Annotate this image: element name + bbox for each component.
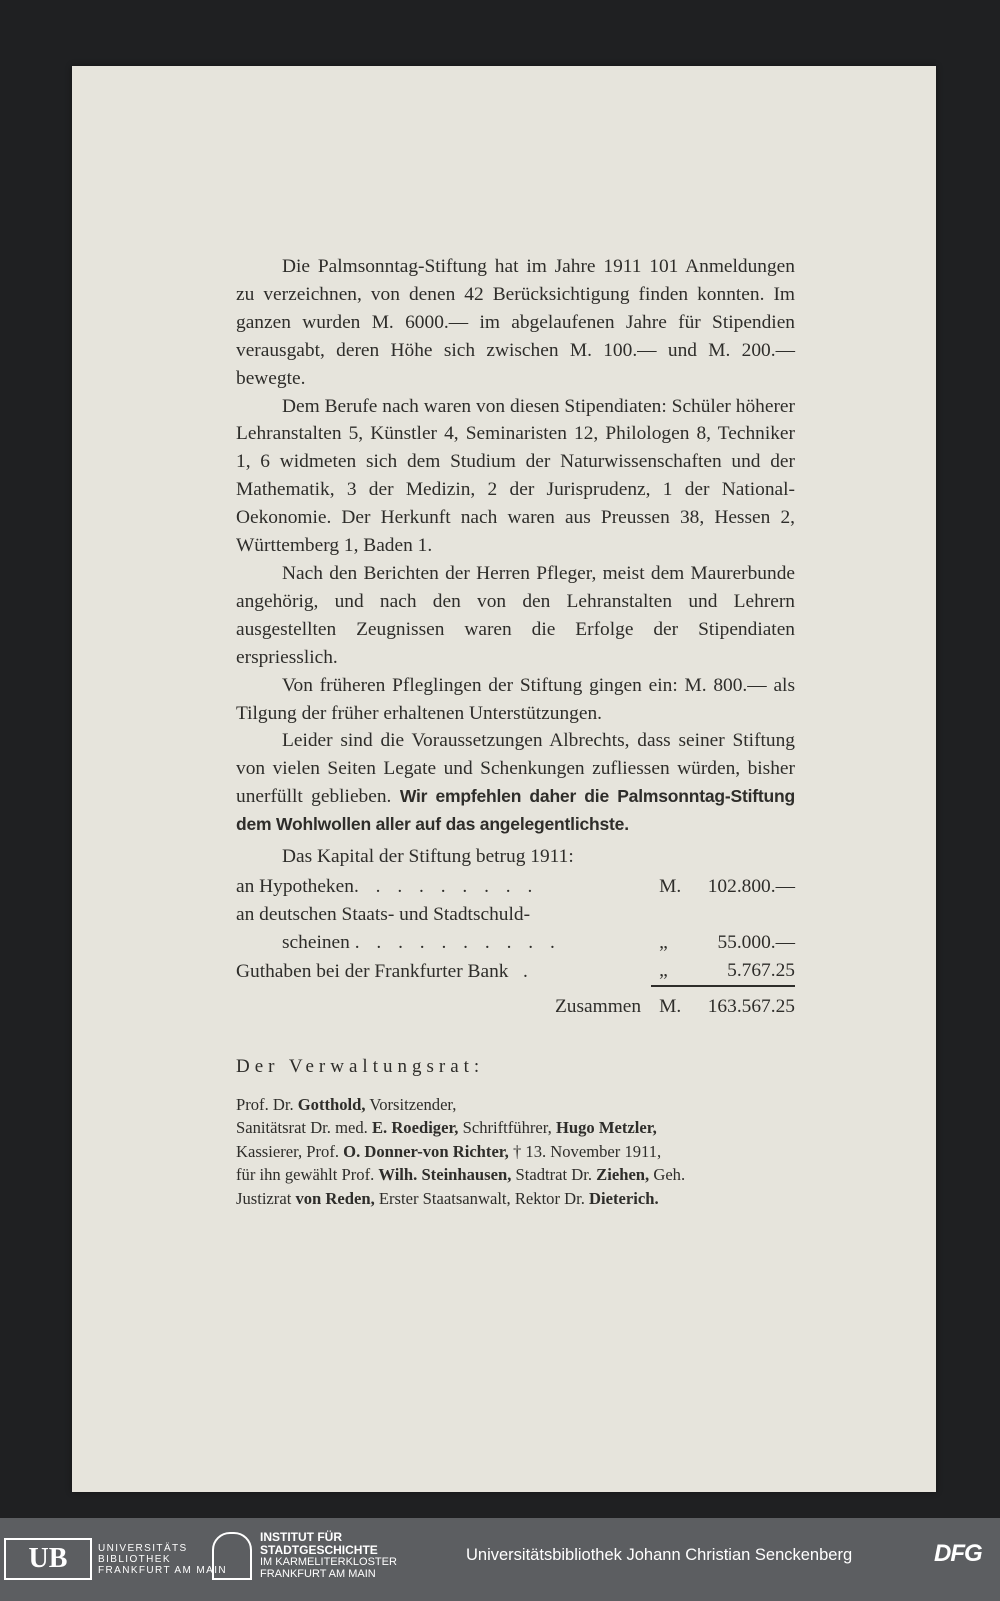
board-text: für ihn gewählt Prof. xyxy=(236,1165,379,1185)
currency-cell: „ xyxy=(659,960,668,982)
capital-title: Das Kapital der Stiftung betrug 1911: xyxy=(282,846,574,868)
row-label: an Hypotheken xyxy=(236,876,354,898)
amount-cell: 55.000.— xyxy=(717,932,795,954)
paragraph-professions: Dem Berufe nach waren von diesen Stipendiaten: Schüler höherer Lehranstalten 5, Künstler 4, Seminaristen 12, Philologen 8, Techniker 1, 6 widmeten sich dem Studium der Naturwissenschaften und der Mathematik, 3 der Medizin, 2 der Jurisprudenz, 1 der National-Oekonomie. Der Herkunft nach waren aus Preussen 38, Hessen 2, Württemberg 1, Baden 1. xyxy=(236,395,795,557)
ub-line: FRANKFURT AM MAIN xyxy=(98,1564,227,1576)
board-heading: Der Verwaltungsrat: xyxy=(236,1055,485,1077)
board-text: † 13. November 1911, xyxy=(508,1141,662,1161)
board-name: Ziehen, xyxy=(596,1165,650,1185)
row-label: scheinen xyxy=(282,932,350,954)
board-text: Erster Staatsanwalt, Rektor Dr. xyxy=(374,1188,590,1208)
board-text: Stadtrat Dr. xyxy=(511,1165,597,1185)
appeal-plain-text: Leider sind die Voraussetzungen Albrechts, dass seiner Stiftung von vielen Seiten Legate und Schenkungen zufliessen würden, bisher unerfüllt geblieben. xyxy=(236,730,795,808)
board-text: Vorsitzender, xyxy=(365,1094,457,1114)
board-text: Justizrat xyxy=(236,1188,296,1208)
leader-dots: . xyxy=(523,961,534,983)
report-text xyxy=(236,253,795,1210)
dfg-logo[interactable]: DFG xyxy=(934,1540,982,1567)
board-text: Kassierer, Prof. xyxy=(236,1141,344,1161)
total-row xyxy=(236,986,795,1021)
row-label: Guthaben bei der Frankfurter Bank xyxy=(236,961,509,983)
board-line xyxy=(236,1140,795,1164)
board-name: O. Donner-von Richter, xyxy=(343,1141,509,1161)
footer-bar xyxy=(0,1518,1000,1601)
board-name: Dieterich. xyxy=(589,1188,659,1208)
table-row xyxy=(236,929,795,957)
paragraph-results: Nach den Berichten der Herren Pfleger, meist dem Maurerbunde angehörig, und nach den von den Lehranstalten und Lehrern ausgestellten Zeugnissen waren die Erfolge der Stipendiaten erspriesslich. xyxy=(236,562,795,668)
board-text: Sanitätsrat Dr. med. xyxy=(236,1118,372,1138)
table-row xyxy=(236,901,795,929)
board-name: von Reden, xyxy=(295,1188,375,1208)
ub-logo[interactable] xyxy=(4,1533,227,1585)
leader-dots: . . . . . . . . . xyxy=(353,876,539,898)
capital-label xyxy=(236,929,651,957)
ub-line: UNIVERSITÄTS xyxy=(98,1542,188,1554)
board-members xyxy=(236,1093,795,1211)
total-label: Zusammen xyxy=(554,996,642,1018)
library-credit: Universitätsbibliothek Johann Christian Senckenberg xyxy=(466,1546,853,1564)
paragraph-appeal xyxy=(236,727,795,839)
table-row xyxy=(236,957,795,986)
board-line xyxy=(236,1163,795,1187)
institute-building-icon xyxy=(212,1532,252,1580)
board-name: Hugo Metzler, xyxy=(555,1118,657,1138)
inst-line: INSTITUT FÜR xyxy=(260,1530,342,1544)
amount-cell: 102.800.— xyxy=(707,876,795,898)
board-name: Wilh. Steinhausen, xyxy=(378,1165,512,1185)
total-currency: M. xyxy=(651,986,708,1021)
appeal-bold-text: Wir empfehlen daher die Palmsonntag-Stiftung dem Wohlwollen aller auf das angelegentlichste. xyxy=(236,786,796,835)
board-text: Geh. xyxy=(649,1165,686,1185)
amount-cell: 5.767.25 xyxy=(727,960,795,982)
ub-mark: UB xyxy=(4,1538,92,1580)
currency-cell: „ xyxy=(659,932,668,954)
institute-logo[interactable] xyxy=(212,1532,397,1580)
board-text: Schriftführer, xyxy=(458,1118,556,1138)
total-amount: 163.567.25 xyxy=(708,986,795,1021)
capital-label xyxy=(236,873,651,901)
capital-label xyxy=(236,957,651,986)
board-line xyxy=(236,1093,795,1117)
board-line xyxy=(236,1187,795,1211)
board-name: E. Roediger, xyxy=(371,1118,459,1138)
paragraph-applications: Die Palmsonntag-Stiftung hat im Jahre 1911 101 Anmeldungen zu verzeichnen, von denen 42 Berücksichtigung finden konnten. Im ganzen wurden M. 6000.— im abgelaufenen Jahre für Stipendien verausgabt, deren Höhe sich zwischen M. 100.— und M. 200.— bewegte. xyxy=(236,256,795,389)
board-name: Gotthold, xyxy=(297,1094,366,1114)
board-text: Prof. Dr. xyxy=(236,1094,298,1114)
inst-line: STADTGESCHICHTE xyxy=(260,1542,378,1557)
capital-table xyxy=(236,873,795,1021)
leader-dots: . . . . . . . . . . xyxy=(354,932,561,954)
inst-line: FRANKFURT AM MAIN xyxy=(260,1567,376,1580)
ub-line: BIBLIOTHEK xyxy=(98,1553,171,1565)
inst-line: IM KARMELITERKLOSTER xyxy=(260,1556,397,1568)
paragraph-repayments: Von früheren Pfleglingen der Stiftung gingen ein: M. 800.— als Tilgung der früher erhaltenen Unterstützungen. xyxy=(236,674,795,724)
institute-logo-text xyxy=(260,1532,397,1580)
currency-cell: M. xyxy=(659,876,682,898)
table-row xyxy=(236,873,795,901)
board-line xyxy=(236,1116,795,1140)
ub-logo-text xyxy=(98,1543,227,1576)
capital-label: an deutschen Staats- und Stadtschuld- xyxy=(236,904,531,926)
